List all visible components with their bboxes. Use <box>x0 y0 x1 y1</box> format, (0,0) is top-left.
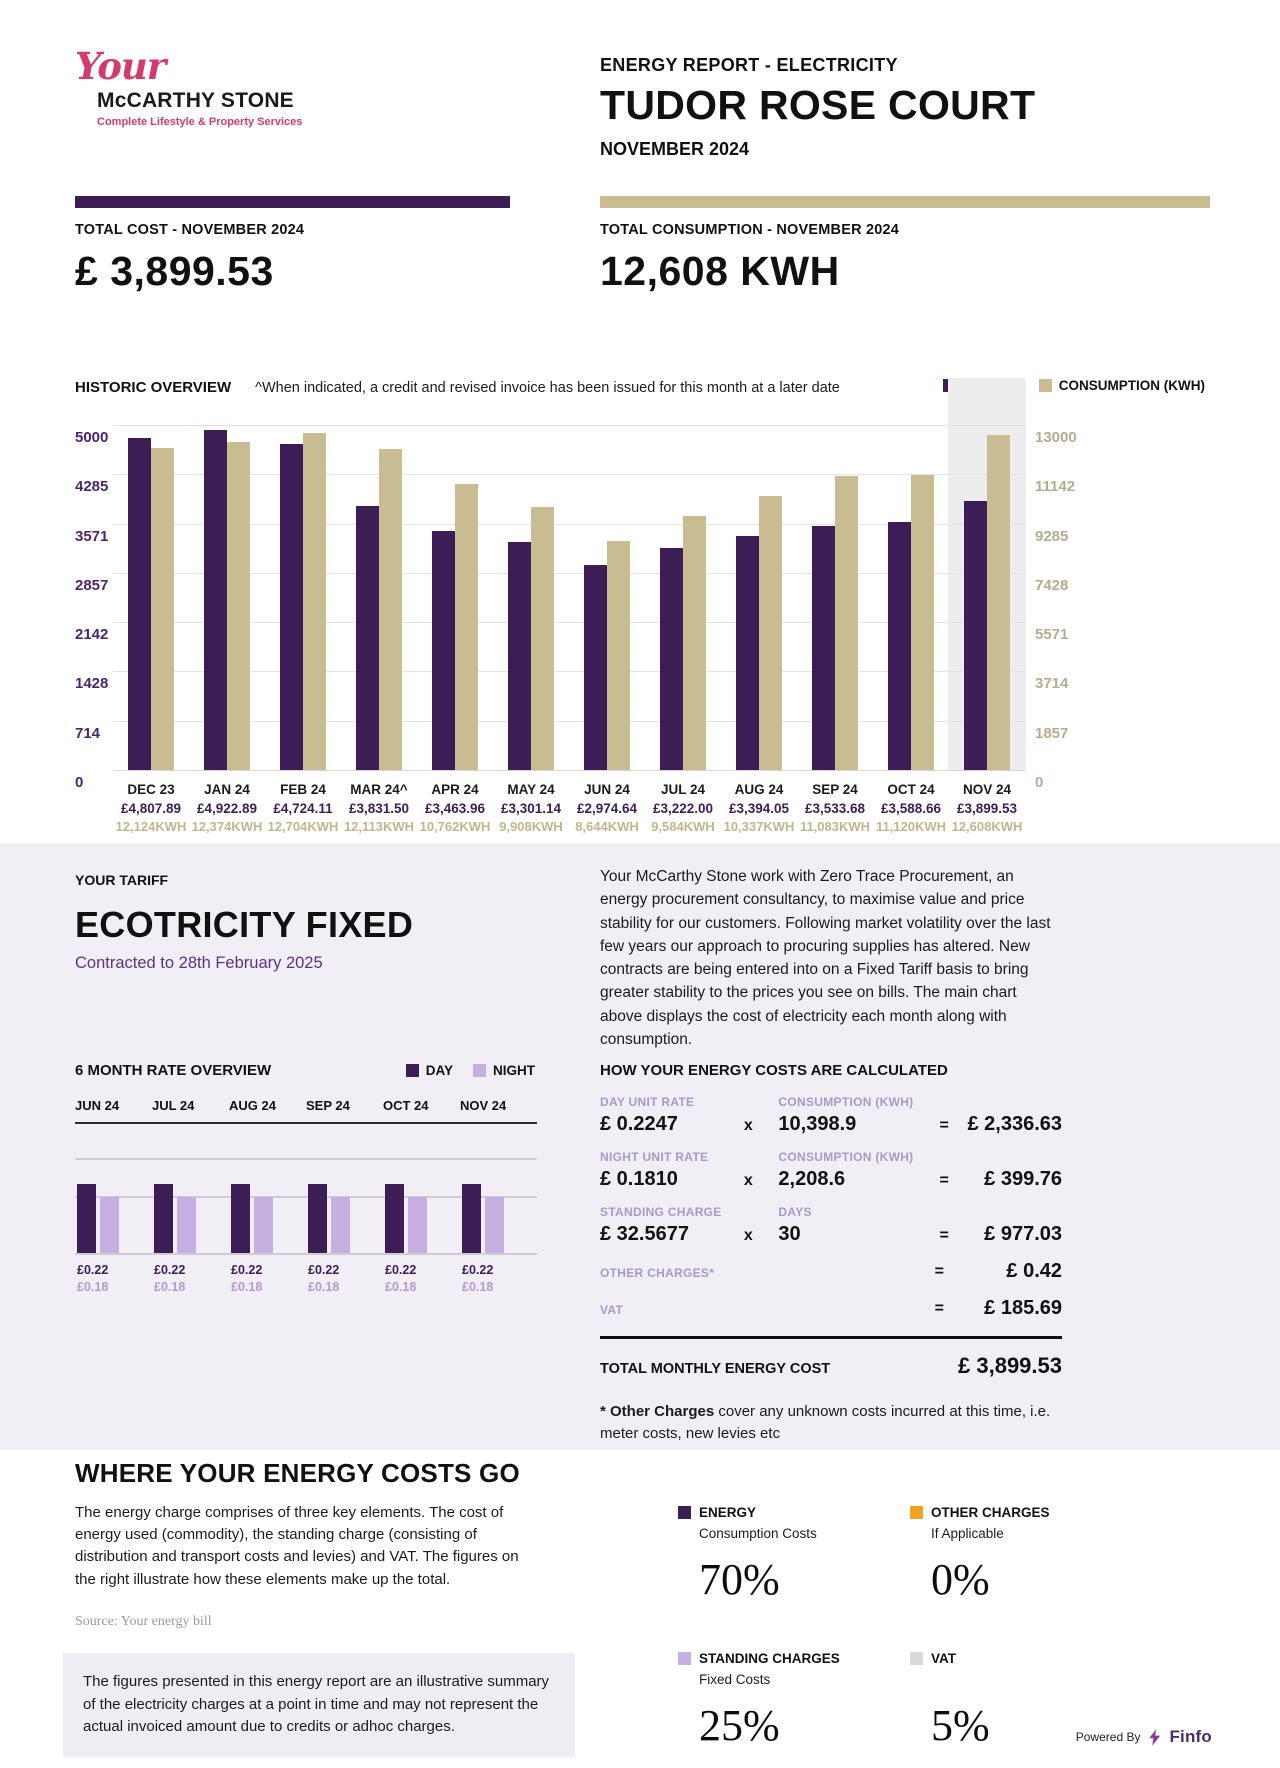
calc-rate-cell <box>600 1205 744 1246</box>
calc-row-result: £ 185.69 <box>984 1297 1062 1319</box>
illustrative-disclaimer-box: The figures presented in this energy report are an illustrative summary of the electricity charges at a point in time and may not represent the actual invoiced amount due to credits or adhoc charges. <box>63 1653 575 1757</box>
month-cost-value: £3,394.05 <box>728 801 790 816</box>
multiply-operator: x <box>743 1227 753 1244</box>
calc-row-label: VAT <box>600 1302 624 1317</box>
cost-bar <box>584 565 607 770</box>
breakdown-item-subtitle: Consumption Costs <box>699 1526 817 1541</box>
month-cost-value: £3,463.96 <box>424 801 486 816</box>
calc-rate-cell <box>600 1095 744 1136</box>
powered-by-label: Powered By <box>1075 1730 1141 1744</box>
consumption-bar <box>759 496 782 770</box>
left-axis-tick: 3571 <box>75 527 109 545</box>
month-cost-value: £3,899.53 <box>956 801 1018 816</box>
calc-row-label: OTHER CHARGES* <box>600 1265 715 1280</box>
calc-rate-label: STANDING CHARGE <box>600 1205 722 1219</box>
month-consumption-value: 12,704KWH <box>267 819 339 834</box>
calc-factor-label: CONSUMPTION (KWH) <box>778 1095 914 1109</box>
month-cost-value: £3,831.50 <box>348 801 410 816</box>
month-column-labels <box>569 782 645 834</box>
cost-bar <box>508 542 531 770</box>
left-axis-tick: 2857 <box>75 576 109 594</box>
breakdown-item-header <box>910 1651 1142 1666</box>
calc-factor-label: CONSUMPTION (KWH) <box>778 1150 914 1164</box>
month-consumption-value: 11,120KWH <box>875 819 947 834</box>
equals-operator: = <box>934 1262 944 1280</box>
calc-factor-value: 10,398.9 <box>778 1113 857 1135</box>
month-label: NOV 24 <box>962 782 1012 797</box>
footnote-bold: * Other Charges <box>600 1403 715 1420</box>
night-legend-swatch-icon <box>473 1064 486 1077</box>
calc-row-result: £ 2,336.63 <box>967 1113 1062 1135</box>
calculation-row <box>600 1260 1062 1283</box>
historic-overview-title: HISTORIC OVERVIEW <box>75 379 232 396</box>
day-rate-bar <box>308 1184 327 1253</box>
night-rate-value: £0.18 <box>77 1280 109 1294</box>
consumption-bar <box>835 476 858 770</box>
day-rate-bar <box>462 1184 481 1253</box>
month-cost-value: £4,922.89 <box>196 801 258 816</box>
night-rate-bar <box>331 1197 350 1253</box>
report-header <box>600 55 1035 160</box>
calc-rate-value: £ 0.2247 <box>600 1113 678 1135</box>
cost-calculation-block <box>600 1062 1062 1445</box>
night-rate-bar <box>177 1197 196 1253</box>
cost-bar <box>128 438 151 770</box>
breakdown-item-label: STANDING CHARGES <box>699 1651 840 1666</box>
left-axis-tick: 0 <box>75 774 84 791</box>
day-rate-value: £0.22 <box>231 1263 263 1277</box>
rate-overview-title: 6 MONTH RATE OVERVIEW <box>75 1062 272 1079</box>
calculation-row <box>600 1297 1062 1320</box>
calc-row-result: £ 0.42 <box>1006 1260 1062 1282</box>
cost-bar <box>736 536 759 770</box>
month-column-labels <box>417 782 493 834</box>
source-note: Source: Your energy bill <box>75 1614 212 1629</box>
breakdown-item-subtitle <box>931 1672 1142 1690</box>
legend-day-label: DAY <box>425 1063 453 1078</box>
day-rate-value: £0.22 <box>154 1263 186 1277</box>
calculation-divider <box>600 1336 1062 1339</box>
rate-chart-gridline <box>75 1158 537 1160</box>
consumption-bar <box>151 448 174 770</box>
total-cost-value: £ 3,899.53 <box>75 248 274 294</box>
finfo-brand-text: Finfo <box>1169 1727 1212 1746</box>
month-cost-value: £3,301.14 <box>500 801 562 816</box>
breakdown-item-label: ENERGY <box>699 1505 757 1520</box>
calc-rate-cell <box>600 1150 744 1191</box>
calculation-title: HOW YOUR ENERGY COSTS ARE CALCULATED <box>600 1062 948 1079</box>
consumption-bar <box>607 541 630 770</box>
rate-chart-legend <box>406 1063 535 1078</box>
month-consumption-value: 11,083KWH <box>799 819 871 834</box>
month-label: AUG 24 <box>734 782 784 797</box>
calc-row-result: £ 399.76 <box>984 1168 1062 1190</box>
month-cost-value: £3,222.00 <box>652 801 714 816</box>
right-axis-tick: 7428 <box>1035 576 1069 594</box>
night-rate-bar <box>408 1197 427 1253</box>
month-label: JUL 24 <box>660 782 706 797</box>
cost-bar <box>204 430 227 770</box>
page-title: TUDOR ROSE COURT <box>600 82 1036 128</box>
cost-breakdown-item <box>678 1651 910 1751</box>
rate-month-label: NOV 24 <box>460 1098 507 1113</box>
right-axis-tick: 0 <box>1035 774 1044 791</box>
calc-rate-value: £ 32.5677 <box>600 1223 689 1245</box>
calc-rate-label: DAY UNIT RATE <box>600 1095 695 1109</box>
rate-month-label: AUG 24 <box>229 1098 276 1113</box>
calc-factor-cell <box>778 1150 939 1191</box>
cost-bar <box>280 444 303 770</box>
night-rate-value: £0.18 <box>385 1280 417 1294</box>
month-column-labels <box>189 782 265 834</box>
total-consumption-accent-bar <box>600 196 1210 208</box>
rate-month-label: JUL 24 <box>152 1098 195 1113</box>
equals-operator: = <box>934 1299 944 1317</box>
month-column-labels <box>493 782 569 834</box>
consumption-bar <box>683 516 706 770</box>
cost-breakdown-grid <box>678 1505 1142 1751</box>
month-consumption-value: 10,337KWH <box>723 819 795 834</box>
calc-row-result: £ 977.03 <box>984 1223 1062 1245</box>
breakdown-swatch-icon <box>910 1506 923 1519</box>
night-rate-value: £0.18 <box>154 1280 186 1294</box>
calc-factor-cell <box>778 1095 939 1136</box>
month-cost-value: £2,974.64 <box>576 801 638 816</box>
cost-bar <box>964 501 987 770</box>
consumption-bar <box>379 449 402 771</box>
total-cost-accent-bar <box>75 196 510 208</box>
calc-factor-value: 2,208.6 <box>778 1168 846 1190</box>
breakdown-item-label: OTHER CHARGES <box>931 1505 1050 1520</box>
consumption-bar <box>303 433 326 770</box>
month-label: OCT 24 <box>887 782 935 797</box>
right-axis-tick: 3714 <box>1035 675 1069 693</box>
legend-night <box>473 1063 535 1078</box>
month-label: JUN 24 <box>584 782 630 797</box>
day-rate-bar <box>154 1184 173 1253</box>
historic-overview-chart <box>75 378 1205 840</box>
calculation-row <box>600 1150 1062 1191</box>
month-column-labels <box>797 782 873 834</box>
calc-rate-label: NIGHT UNIT RATE <box>600 1150 709 1164</box>
powered-by-footer <box>1076 1727 1212 1747</box>
breakdown-swatch-icon <box>678 1506 691 1519</box>
rate-chart-gridline <box>75 1253 537 1255</box>
day-rate-value: £0.22 <box>385 1263 417 1277</box>
breakdown-swatch-icon <box>678 1652 691 1665</box>
month-label: FEB 24 <box>280 782 326 797</box>
night-rate-value: £0.18 <box>462 1280 494 1294</box>
night-rate-value: £0.18 <box>308 1280 340 1294</box>
breakdown-item-header <box>678 1651 910 1666</box>
breakdown-item-percentage: 70% <box>699 1555 780 1604</box>
consumption-bar <box>455 484 478 770</box>
rate-month-label: JUN 24 <box>75 1098 120 1113</box>
breakdown-item-percentage: 5% <box>931 1701 990 1750</box>
month-label: APR 24 <box>431 782 479 797</box>
month-consumption-value: 12,374KWH <box>191 819 263 834</box>
night-rate-bar <box>485 1197 504 1253</box>
rate-chart-top-rule <box>75 1122 537 1124</box>
cost-breakdown-item <box>910 1505 1142 1605</box>
calc-rate-value: £ 0.1810 <box>600 1168 678 1190</box>
consumption-bar <box>911 475 934 770</box>
day-rate-value: £0.22 <box>308 1263 340 1277</box>
chart-gridline <box>113 425 1025 426</box>
month-consumption-value: 9,584KWH <box>651 819 715 834</box>
rate-month-label: SEP 24 <box>306 1098 350 1113</box>
where-costs-go-title: WHERE YOUR ENERGY COSTS GO <box>75 1458 520 1488</box>
day-legend-swatch-icon <box>406 1064 419 1077</box>
logo-script-text: Your <box>75 44 166 88</box>
total-consumption-value: 12,608 KWH <box>600 248 840 294</box>
calculation-row <box>600 1205 1062 1246</box>
breakdown-item-subtitle: Fixed Costs <box>699 1672 771 1687</box>
month-column-labels <box>949 782 1025 834</box>
right-axis-tick: 5571 <box>1035 626 1069 644</box>
rate-overview-chart <box>75 1098 537 1308</box>
cost-bar <box>432 531 455 770</box>
tariff-contract-end: Contracted to 28th February 2025 <box>75 954 323 972</box>
month-consumption-value: 12,113KWH <box>343 819 415 834</box>
left-axis-tick: 5000 <box>75 429 109 446</box>
breakdown-item-header <box>678 1505 910 1520</box>
cost-breakdown-item <box>678 1505 910 1605</box>
day-rate-bar <box>77 1184 96 1253</box>
total-monthly-cost-label: TOTAL MONTHLY ENERGY COST <box>600 1361 831 1377</box>
month-cost-value: £3,588.66 <box>880 801 942 816</box>
month-label: JAN 24 <box>204 782 250 797</box>
left-axis-tick: 4285 <box>75 478 109 496</box>
procurement-paragraph: Your McCarthy Stone work with Zero Trace Procurement, an energy procurement consultancy, to maximise value and price stability for our customers. Following market volatility over the last few years our approach to procuring supplies has altered. New contracts are being entered into on a Fixed Tariff basis to bring greater stability to the prices you see on bills. The main chart above displays the cost of electricity each month along with consumption. <box>600 868 1051 1048</box>
tariff-name: ECOTRICITY FIXED <box>75 904 414 945</box>
night-rate-value: £0.18 <box>231 1280 263 1294</box>
left-axis-tick: 2142 <box>75 626 109 644</box>
logo-company-name: McCARTHY STONE <box>97 89 294 112</box>
night-rate-bar <box>254 1197 273 1253</box>
calculation-row <box>600 1095 1062 1136</box>
equals-operator: = <box>939 1227 949 1244</box>
equals-operator: = <box>939 1117 949 1134</box>
total-monthly-cost-value: £ 3,899.53 <box>958 1353 1062 1378</box>
cost-bar <box>356 506 379 770</box>
your-tariff-kicker: YOUR TARIFF <box>75 872 169 888</box>
total-cost-label: TOTAL COST - NOVEMBER 2024 <box>75 222 305 238</box>
month-consumption-value: 10,762KWH <box>419 819 491 834</box>
logo-tagline: Complete Lifestyle & Property Services <box>97 116 303 128</box>
month-label: DEC 23 <box>127 782 175 797</box>
other-charges-footnote <box>600 1401 1062 1445</box>
calculation-rows <box>600 1095 1062 1320</box>
right-axis-tick: 11142 <box>1035 478 1076 496</box>
cost-bar <box>888 522 911 770</box>
month-cost-value: £4,807.89 <box>120 801 182 816</box>
breakdown-item-percentage: 25% <box>699 1701 780 1750</box>
rate-month-label: OCT 24 <box>383 1098 429 1113</box>
night-rate-bar <box>100 1197 119 1253</box>
cost-bar <box>660 548 683 770</box>
month-consumption-value: 9,908KWH <box>499 819 563 834</box>
day-rate-value: £0.22 <box>462 1263 494 1277</box>
legend-night-label: NIGHT <box>493 1063 535 1078</box>
legend-consumption-label: CONSUMPTION (KWH) <box>1058 378 1205 393</box>
month-cost-value: £4,724.11 <box>273 801 333 816</box>
calc-factor-value: 30 <box>778 1223 801 1245</box>
report-period: NOVEMBER 2024 <box>600 139 750 159</box>
where-costs-go-body: The energy charge comprises of three key elements. The cost of energy used (commodity), the standing charge (consisting of distribution and transport costs and levies) and VAT. The figures on the right illustrate how these elements make up the total. <box>75 1504 519 1588</box>
multiply-operator: x <box>743 1117 753 1134</box>
month-label: MAY 24 <box>507 782 555 797</box>
consumption-bar <box>227 442 250 770</box>
month-column-labels <box>113 782 189 834</box>
month-cost-value: £3,533.68 <box>804 801 866 816</box>
cost-bar <box>812 526 835 770</box>
right-axis-tick: 13000 <box>1035 429 1077 446</box>
month-consumption-value: 12,608KWH <box>951 819 1023 834</box>
month-column-labels <box>721 782 797 834</box>
month-column-labels <box>645 782 721 834</box>
calculation-total-row <box>600 1353 1062 1379</box>
legend-day <box>406 1063 453 1078</box>
total-consumption-label: TOTAL CONSUMPTION - NOVEMBER 2024 <box>600 222 900 238</box>
left-axis-tick: 714 <box>75 724 101 742</box>
chart-gridline <box>113 770 1025 771</box>
calc-factor-label: DAYS <box>778 1205 812 1219</box>
day-rate-value: £0.22 <box>77 1263 109 1277</box>
finfo-logo-icon <box>1147 1728 1162 1747</box>
calc-factor-cell <box>778 1205 939 1246</box>
month-column-labels <box>341 782 417 834</box>
consumption-bar <box>531 507 554 770</box>
right-axis-tick: 9285 <box>1035 527 1069 545</box>
multiply-operator: x <box>743 1172 753 1189</box>
breakdown-swatch-icon <box>910 1652 923 1665</box>
month-consumption-value: 12,124KWH <box>115 819 187 834</box>
mccarthy-stone-logo <box>75 44 303 128</box>
breakdown-item-subtitle: If Applicable <box>931 1526 1004 1541</box>
month-label: SEP 24 <box>812 782 858 797</box>
report-type: ENERGY REPORT - ELECTRICITY <box>600 55 898 75</box>
month-column-labels <box>265 782 341 834</box>
breakdown-item-label: VAT <box>931 1651 956 1666</box>
month-consumption-value: 8,644KWH <box>575 819 639 834</box>
equals-operator: = <box>939 1172 949 1189</box>
footnote-rest: cover any unknown costs incurred at this time, i.e. meter costs, new levies etc <box>600 1403 1051 1442</box>
breakdown-item-header <box>910 1505 1142 1520</box>
historic-overview-note: ^When indicated, a credit and revised invoice has been issued for this month at a later date <box>255 380 840 396</box>
day-rate-bar <box>231 1184 250 1253</box>
left-axis-tick: 1428 <box>75 675 109 693</box>
day-rate-bar <box>385 1184 404 1253</box>
month-label: MAR 24^ <box>350 782 408 797</box>
rate-overview-header <box>75 1062 535 1079</box>
your-tariff-block <box>75 872 413 973</box>
right-axis-tick: 1857 <box>1035 724 1069 742</box>
consumption-bar <box>987 435 1010 770</box>
month-column-labels <box>873 782 949 834</box>
breakdown-item-percentage: 0% <box>931 1555 990 1604</box>
